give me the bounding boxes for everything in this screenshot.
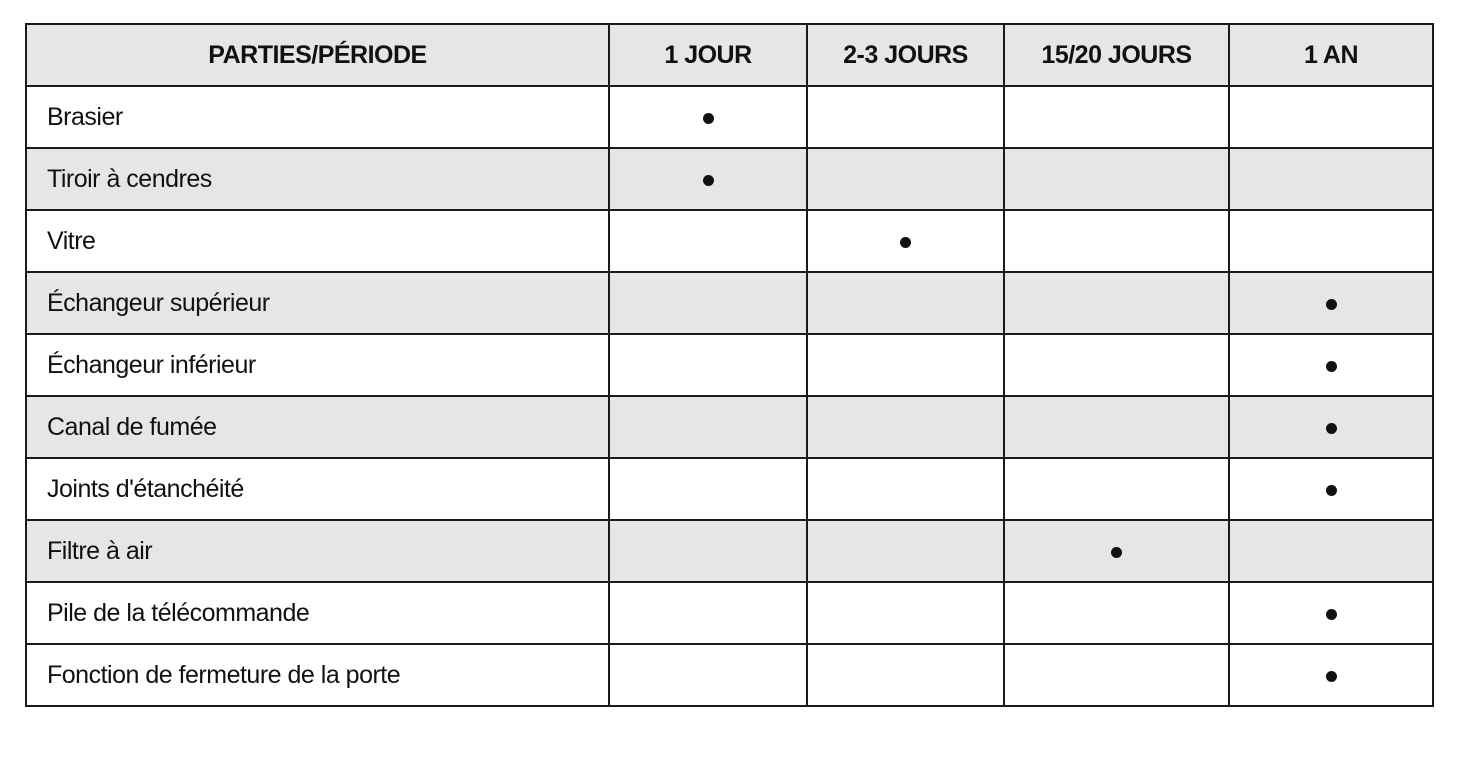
period-cell	[807, 582, 1004, 644]
bullet-mark-icon	[1326, 361, 1337, 372]
table-body	[26, 86, 1433, 706]
bullet-mark-icon	[1326, 423, 1337, 434]
period-cell	[807, 148, 1004, 210]
period-cell	[1004, 272, 1229, 334]
table-row	[26, 644, 1433, 706]
period-cell	[807, 396, 1004, 458]
period-cell	[609, 396, 807, 458]
bullet-mark-icon	[1326, 299, 1337, 310]
period-cell	[1004, 644, 1229, 706]
period-cell	[807, 644, 1004, 706]
table-row	[26, 86, 1433, 148]
period-cell	[609, 644, 807, 706]
period-cell	[609, 272, 807, 334]
bullet-mark-icon	[1111, 547, 1122, 558]
period-cell	[807, 334, 1004, 396]
table-row	[26, 334, 1433, 396]
period-cell	[807, 86, 1004, 148]
period-cell	[1229, 458, 1433, 520]
period-cell	[609, 458, 807, 520]
table-header-row	[26, 24, 1433, 86]
table-row	[26, 210, 1433, 272]
period-cell	[1229, 644, 1433, 706]
table-row	[26, 520, 1433, 582]
header-1-year: 1 AN	[1229, 24, 1433, 86]
part-name-cell: Fonction de fermeture de la porte	[26, 644, 609, 706]
part-name-cell: Vitre	[26, 210, 609, 272]
period-cell	[609, 334, 807, 396]
period-cell	[609, 210, 807, 272]
period-cell	[807, 210, 1004, 272]
part-name-cell: Canal de fumée	[26, 396, 609, 458]
period-cell	[1229, 582, 1433, 644]
period-cell	[1229, 272, 1433, 334]
part-name-cell: Joints d'étanchéité	[26, 458, 609, 520]
period-cell	[1004, 520, 1229, 582]
bullet-mark-icon	[1326, 485, 1337, 496]
period-cell	[807, 458, 1004, 520]
bullet-mark-icon	[703, 175, 714, 186]
part-name-cell: Filtre à air	[26, 520, 609, 582]
maintenance-table	[25, 23, 1434, 707]
header-15-20-days: 15/20 JOURS	[1004, 24, 1229, 86]
period-cell	[1229, 210, 1433, 272]
table-row	[26, 272, 1433, 334]
part-name-cell: Échangeur supérieur	[26, 272, 609, 334]
period-cell	[1004, 582, 1229, 644]
period-cell	[1229, 520, 1433, 582]
bullet-mark-icon	[900, 237, 911, 248]
period-cell	[1004, 458, 1229, 520]
part-name-cell: Brasier	[26, 86, 609, 148]
table-row	[26, 148, 1433, 210]
period-cell	[1229, 148, 1433, 210]
table-row	[26, 396, 1433, 458]
header-parts-period: PARTIES/PÉRIODE	[26, 24, 609, 86]
period-cell	[1229, 334, 1433, 396]
header-2-3-days: 2-3 JOURS	[807, 24, 1004, 86]
period-cell	[1229, 86, 1433, 148]
header-1-day: 1 JOUR	[609, 24, 807, 86]
period-cell	[609, 582, 807, 644]
bullet-mark-icon	[1326, 609, 1337, 620]
bullet-mark-icon	[1326, 671, 1337, 682]
bullet-mark-icon	[703, 113, 714, 124]
part-name-cell: Tiroir à cendres	[26, 148, 609, 210]
table-row	[26, 458, 1433, 520]
period-cell	[609, 148, 807, 210]
part-name-cell: Pile de la télécommande	[26, 582, 609, 644]
period-cell	[609, 86, 807, 148]
table-row	[26, 582, 1433, 644]
period-cell	[1004, 210, 1229, 272]
period-cell	[1004, 334, 1229, 396]
period-cell	[1004, 148, 1229, 210]
period-cell	[1004, 396, 1229, 458]
period-cell	[807, 520, 1004, 582]
period-cell	[807, 272, 1004, 334]
period-cell	[1004, 86, 1229, 148]
period-cell	[1229, 396, 1433, 458]
part-name-cell: Échangeur inférieur	[26, 334, 609, 396]
period-cell	[609, 520, 807, 582]
